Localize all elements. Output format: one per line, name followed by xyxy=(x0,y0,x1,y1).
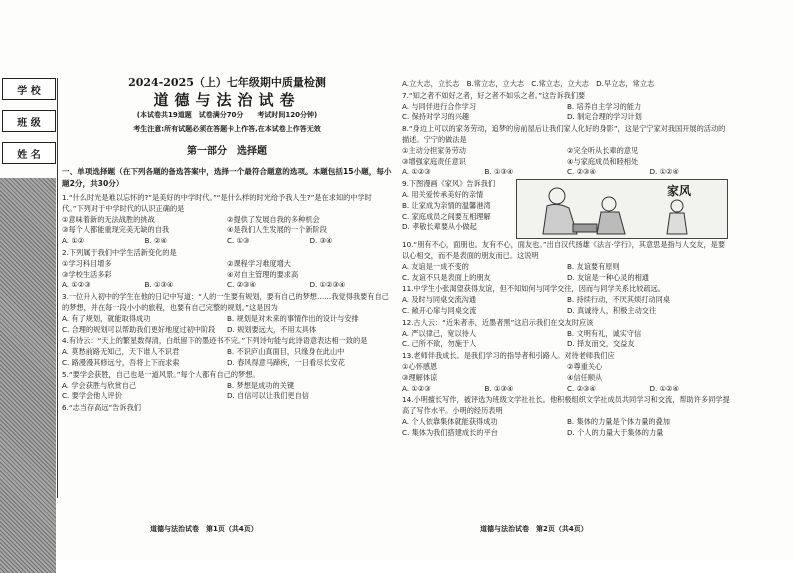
answer-option[interactable]: D. 自信可以让我们更自信 xyxy=(227,391,309,401)
answer-choice[interactable]: B. ①③④ xyxy=(484,383,514,393)
question xyxy=(402,284,732,316)
left-footer: 道德与法治试卷 第1页（共4页） xyxy=(150,525,258,533)
exam-info: (本试卷共19道题 试卷满分70分 考试时间120分钟) xyxy=(136,110,318,119)
answer-choice[interactable]: C. ②③④ xyxy=(227,280,256,290)
answer-option[interactable]: C. 路漫漫其修远兮，吾将上下而求索 xyxy=(62,357,180,367)
answer-option[interactable]: B. 梦想是成功的关键 xyxy=(227,380,295,390)
question-stem: A.立大志，立长志 B.常立志，立大志 C.常立志，立大志 D.早立志，常立志 xyxy=(402,79,655,88)
answer-option[interactable]: C. 己所不欲，勿施于人 xyxy=(402,339,477,349)
answer-option[interactable]: C. 友谊不只是表面上的朋友 xyxy=(402,272,491,282)
answer-option[interactable]: ②尊重关心 xyxy=(567,361,603,371)
option-list xyxy=(402,329,732,351)
question xyxy=(62,403,392,414)
answer-option[interactable]: C. 集体为我们搭建成长的平台 xyxy=(402,427,498,437)
answer-option[interactable]: ②完全听从长辈的意见 xyxy=(567,145,639,155)
right-page xyxy=(402,78,732,518)
question-stem: 4.有诗云：“天上的繁星数得清，白纸留下的墨迹书不完。”下列诗句能与此诗语意表达相一致的是 xyxy=(62,336,368,346)
cartoon-drawing xyxy=(517,180,727,238)
right-question-list xyxy=(402,79,732,439)
answer-option[interactable]: B. 集体的力量是个体力量的叠加 xyxy=(567,416,670,426)
option-list xyxy=(402,146,732,168)
option-list xyxy=(62,314,392,336)
left-question-list xyxy=(62,193,392,414)
answer-option[interactable]: A. 学会获胜与欣赏自己 xyxy=(62,380,137,390)
choice-list xyxy=(402,384,732,395)
answer-option[interactable]: ④与家庭成员和睦相处 xyxy=(567,156,639,166)
question-stem: 5.“要学会获胜，自己也是一道风景。”每个人都有自己的梦想。 xyxy=(62,369,260,379)
right-footer: 道德与法治试卷 第2页（共4页） xyxy=(480,525,588,533)
answer-option[interactable]: D. 友谊是一种心灵的相通 xyxy=(567,272,649,282)
answer-option[interactable]: B. 培养自主学习的能力 xyxy=(567,101,642,111)
answer-option[interactable]: B. 友谊要有原则 xyxy=(567,261,620,271)
option-list xyxy=(402,362,732,384)
question-stem: 14.小明擅长写作，被评选为班级文学社社长。他积极组织文学社成员共同学习和交流，帮助许多同学提高了写作水平。小明的经历表明 xyxy=(402,395,730,416)
question xyxy=(402,179,732,239)
answer-option[interactable]: D. 规划要远大，不用太具体 xyxy=(227,324,317,334)
choice-list xyxy=(402,167,732,178)
question xyxy=(402,124,732,178)
answer-option[interactable]: D. 孝敬长辈要从小做起 xyxy=(402,222,477,232)
answer-choice[interactable]: B. ①③④ xyxy=(484,167,514,177)
question-stem: 3.一位升入初中的学生在他的日记中写道：“人的一生要有规划，要有自己的梦想……我觉得我要有自己的梦想，并在每一段小小的旅程，也要有自己完整的规划。”这是因为 xyxy=(62,292,389,312)
question xyxy=(62,292,392,335)
answer-option[interactable]: C. 要学会他人评价 xyxy=(62,391,122,401)
answer-option[interactable]: D. 制定合理的学习计划 xyxy=(567,112,642,122)
answer-choice[interactable]: B. ①③④ xyxy=(144,280,174,290)
answer-option[interactable]: ③每个人都能重现完美无缺的自我 xyxy=(62,225,170,235)
choice-list xyxy=(62,280,392,291)
question-stem: 2.下列属于我们中学生活新变化的是 xyxy=(62,247,177,257)
question xyxy=(402,351,732,394)
cartoon-caption: 家风 xyxy=(666,184,691,199)
question-text-column xyxy=(402,179,510,239)
answer-choice[interactable]: D. ①②③④ xyxy=(309,280,346,290)
answer-option[interactable]: D. 个人的力量大于集体的力量 xyxy=(567,427,664,437)
choice-list xyxy=(62,236,392,247)
answer-option[interactable]: ③增强家庭责任意识 xyxy=(402,156,466,166)
answer-option[interactable]: ③理解体谅 xyxy=(402,372,438,382)
question-stem: 9.下图漫画《家风》告诉我们 xyxy=(402,179,496,189)
answer-option[interactable]: ①心怀感恩 xyxy=(402,361,438,371)
question xyxy=(62,370,392,402)
question-stem: 7.“知之者不如好之者，好之者不如乐之者。”这告诉我们要 xyxy=(402,90,586,100)
question xyxy=(62,336,392,368)
left-page xyxy=(62,78,392,518)
answer-option[interactable]: C. 保持对学习的兴趣 xyxy=(402,112,470,122)
answer-option[interactable]: ④对自主管理的要求高 xyxy=(227,269,299,279)
option-list xyxy=(402,417,732,439)
question-with-image xyxy=(402,179,732,239)
answer-option[interactable]: A. 及时与同桌交流沟通 xyxy=(402,295,477,305)
option-list xyxy=(402,102,732,124)
answer-option[interactable]: B. 让家成为亲情的温馨港湾 xyxy=(402,200,491,210)
name-field[interactable]: 姓 名 xyxy=(2,142,56,164)
question-stem: 12.古人云：“近朱者赤，近墨者黑”这启示我们在交友时应该 xyxy=(402,317,594,327)
question-stem: 8.“身边上可以的家务劳动，追梦的房前屋后让我们家人化好的身影”，这是宁宁家对我国开展的活动的描述。宁宁的做法是 xyxy=(402,124,726,144)
answer-choice[interactable]: A. ①②③ xyxy=(402,167,431,177)
question xyxy=(402,240,732,283)
answer-choice[interactable]: A. ①② xyxy=(62,236,85,246)
answer-option[interactable]: B. 持续行动，不厌其烦打动同桌 xyxy=(567,295,670,305)
answer-choice[interactable]: C. ②③④ xyxy=(567,167,596,177)
answer-option[interactable]: A. 友谊是一成不变的 xyxy=(402,261,469,271)
option-list xyxy=(62,381,392,403)
answer-option[interactable]: C. 家庭成员之间要互相理解 xyxy=(402,211,491,221)
question xyxy=(62,193,392,247)
question-stem: 1.“什么时光是难以忘怀的?”是美好的中学时代。”“是什么样的时光给予我人生?”是在求知的中学时代。”下列对于中学时代的认识正确的是 xyxy=(62,192,372,213)
binding-hatch xyxy=(0,178,56,573)
question-stem: 13.老师伴我成长。是我们学习的指导者和引路人。对待老师我们应 xyxy=(402,351,615,361)
answer-option[interactable]: A. 与同伴进行合作学习 xyxy=(402,101,477,111)
binding-strip xyxy=(0,78,60,498)
answer-option[interactable]: ③学校生活多彩 xyxy=(62,269,112,279)
answer-option[interactable]: ④是我们人生发展的一个新阶段 xyxy=(227,225,327,235)
answer-option[interactable]: B. 文明有礼，诚实守信 xyxy=(567,328,642,338)
answer-option[interactable]: C. 敞开心扉与同桌交流 xyxy=(402,305,477,315)
question xyxy=(402,318,732,350)
answer-choice[interactable]: D. ③④ xyxy=(309,236,333,246)
answer-option[interactable]: D. 真诚待人，积极主动交往 xyxy=(567,305,657,315)
question xyxy=(402,395,732,438)
section-heading: 一、单项选择题（在下列各题的备选答案中，选择一个最符合题意的选项。本题包括15小题，每小题2分，共30分） xyxy=(62,166,392,188)
answer-option[interactable]: ①学习科目增多 xyxy=(62,258,112,268)
answer-option[interactable]: D. 择友而交，交益友 xyxy=(567,339,635,349)
part-heading: 第一部分 选择题 xyxy=(187,146,267,158)
answer-option[interactable]: A. 严以律己，宽以待人 xyxy=(402,328,477,338)
option-list xyxy=(402,295,732,317)
exam-subtitle: 道德与法治试卷 xyxy=(153,90,301,109)
question-stem: 6.“志当存高远”告诉我们 xyxy=(62,403,141,413)
answer-option[interactable]: ①主动分担家务劳动 xyxy=(402,145,466,155)
answer-choice[interactable]: D. ①②④ xyxy=(649,167,679,177)
option-list xyxy=(402,262,732,284)
answer-option[interactable]: ②课程学习难度增大 xyxy=(227,258,291,268)
answer-choice[interactable]: C. ①③ xyxy=(227,236,250,246)
answer-option[interactable]: A. 个人依靠集体就能获得成功 xyxy=(402,416,498,426)
binding-line xyxy=(57,78,58,498)
option-list xyxy=(62,347,392,369)
answer-option[interactable]: ②提供了发展自我的多种机会 xyxy=(227,214,320,224)
answer-choice[interactable]: B. ②④ xyxy=(144,236,167,246)
option-list xyxy=(402,190,510,233)
answer-option[interactable]: C. 合理的规划可以帮助我们更好地度过初中阶段 xyxy=(62,324,216,334)
answer-option[interactable]: A. 莫愁前路无知己，天下谁人不识君 xyxy=(62,347,180,357)
exam-notice: 考生注意:所有试题必须在答题卡上作答,在本试卷上作答无效 xyxy=(133,125,321,134)
question xyxy=(402,79,732,90)
question xyxy=(62,248,392,291)
exam-title: 2024-2025（上）七年级期中质量检测 xyxy=(128,76,326,89)
answer-option[interactable]: B. 不识庐山真面目，只缘身在此山中 xyxy=(227,347,345,357)
answer-option[interactable]: B. 规划是对未来的事情作出的设计与安排 xyxy=(227,313,359,323)
answer-choice[interactable]: C. ②③④ xyxy=(567,383,596,393)
answer-choice[interactable]: A. ①②③ xyxy=(402,383,431,393)
answer-option[interactable]: D. 春风得意马蹄疾，一日看尽长安花 xyxy=(227,357,345,367)
question-stem: 10.“朋有不心，面朋也。友有不心，面友也。”出自汉代扬雄《法言·学行》，其意思是指与人交友，是要以心相交，而不是表面的朋友而已。这说明 xyxy=(402,240,726,260)
option-list xyxy=(62,215,392,237)
answer-option[interactable]: ④信任顺从 xyxy=(567,372,603,382)
answer-choice[interactable]: D. ①②④ xyxy=(649,383,679,393)
answer-choice[interactable]: A. ①②③ xyxy=(62,280,91,290)
question xyxy=(402,91,732,123)
answer-option[interactable]: ①意味着新的无法战胜的挑战 xyxy=(62,214,155,224)
class-field[interactable]: 班 级 xyxy=(2,110,56,132)
option-list xyxy=(62,259,392,281)
answer-option[interactable]: A. 有了规划，就能取得成功 xyxy=(62,313,151,323)
family-cartoon xyxy=(516,179,728,239)
question-stem: 11.中学生小张渴望获得友谊，但不知如何与同学交往，因而与同学关系比较疏远。 xyxy=(402,284,665,294)
answer-option[interactable]: A. 用关爱传承美好的亲情 xyxy=(402,189,484,199)
school-field[interactable]: 学 校 xyxy=(2,78,56,100)
